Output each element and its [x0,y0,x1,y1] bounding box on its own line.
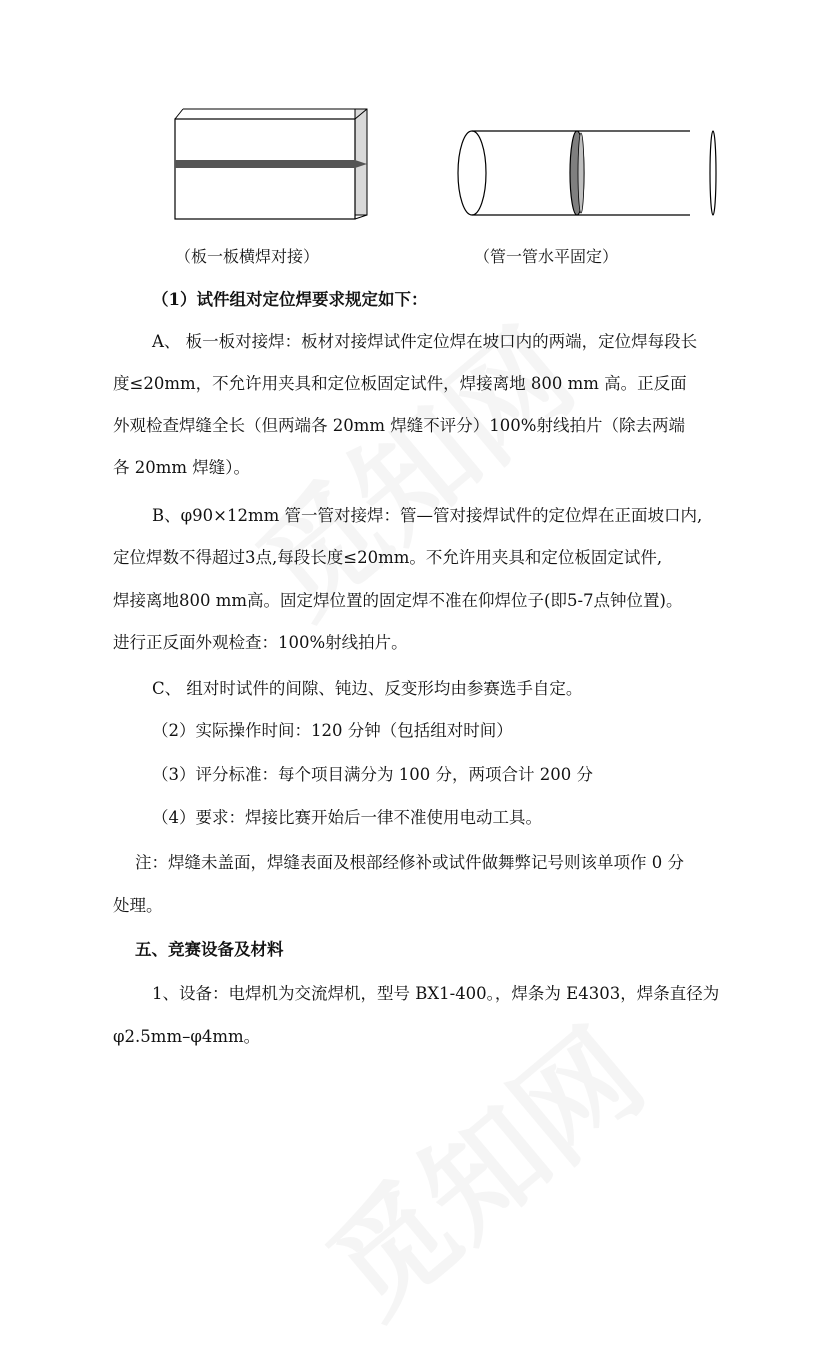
plate-caption: （板一板横焊对接） [175,247,320,266]
item-a-line-2: 度≤20mm，不允许用夹具和定位板固定试件，焊接离地 800 mm 高。正反面 [113,374,687,393]
pipe-fixed-weld-diagram [455,120,725,230]
plate-weld-seam [175,160,355,168]
equipment-line-2: φ2.5mm–φ4mm。 [113,1027,261,1046]
item-a-line-3: 外观检查焊缝全长（但两端各 20mm 焊缝不评分）100%射线拍片（除去两端 [113,416,685,435]
pipe-left-end [458,131,486,215]
chapter-5-heading: 五、竞赛设备及材料 [135,940,284,959]
note-line-1: 注：焊缝未盖面，焊缝表面及根部经修补或试件做舞弊记号则该单项作 0 分 [135,853,684,872]
item-a-line-1: A、 板一板对接焊：板材对接焊试件定位焊在坡口内的两端，定位焊每段长 [152,332,698,351]
pipe-caption: （管一管水平固定） [474,247,619,266]
watermark-lower [287,984,673,1347]
item-b-line-4: 进行正反面外观检查：100%射线拍片。 [113,633,408,652]
item-c-line: C、 组对时试件的间隙、钝边、反变形均由参赛选手自定。 [152,679,583,698]
equipment-line-1: 1、设备：电焊机为交流焊机，型号 BX1-400。，焊条为 E4303，焊条直径为 [152,984,720,1003]
pipe-right-end [710,131,716,215]
item-b-line-2: 定位焊数不得超过3点,每段长度≤20mm。不允许用夹具和定位板固定试件, [113,548,663,567]
section-1-heading: （1）试件组对定位焊要求规定如下： [152,290,428,309]
item-b-line-3: 焊接离地800 mm高。固定焊位置的固定焊不准在仰焊位子(即5-7点钟位置)。 [113,591,683,610]
plate-butt-weld-diagram [170,105,375,220]
plate-front-face [175,119,355,219]
section-4-line: （4）要求：焊接比赛开始后一律不准使用电动工具。 [152,808,542,827]
note-line-2: 处理。 [113,896,163,915]
section-2-line: （2）实际操作时间：120 分钟（包括组对时间） [152,721,513,740]
section-3-line: （3）评分标准：每个项目满分为 100 分，两项合计 200 分 [152,765,593,784]
item-b-line-1: B、φ90×12mm 管一管对接焊：管—管对接焊试件的定位焊在正面坡口内, [152,506,703,525]
item-a-line-4: 各 20mm 焊缝）。 [113,458,251,477]
